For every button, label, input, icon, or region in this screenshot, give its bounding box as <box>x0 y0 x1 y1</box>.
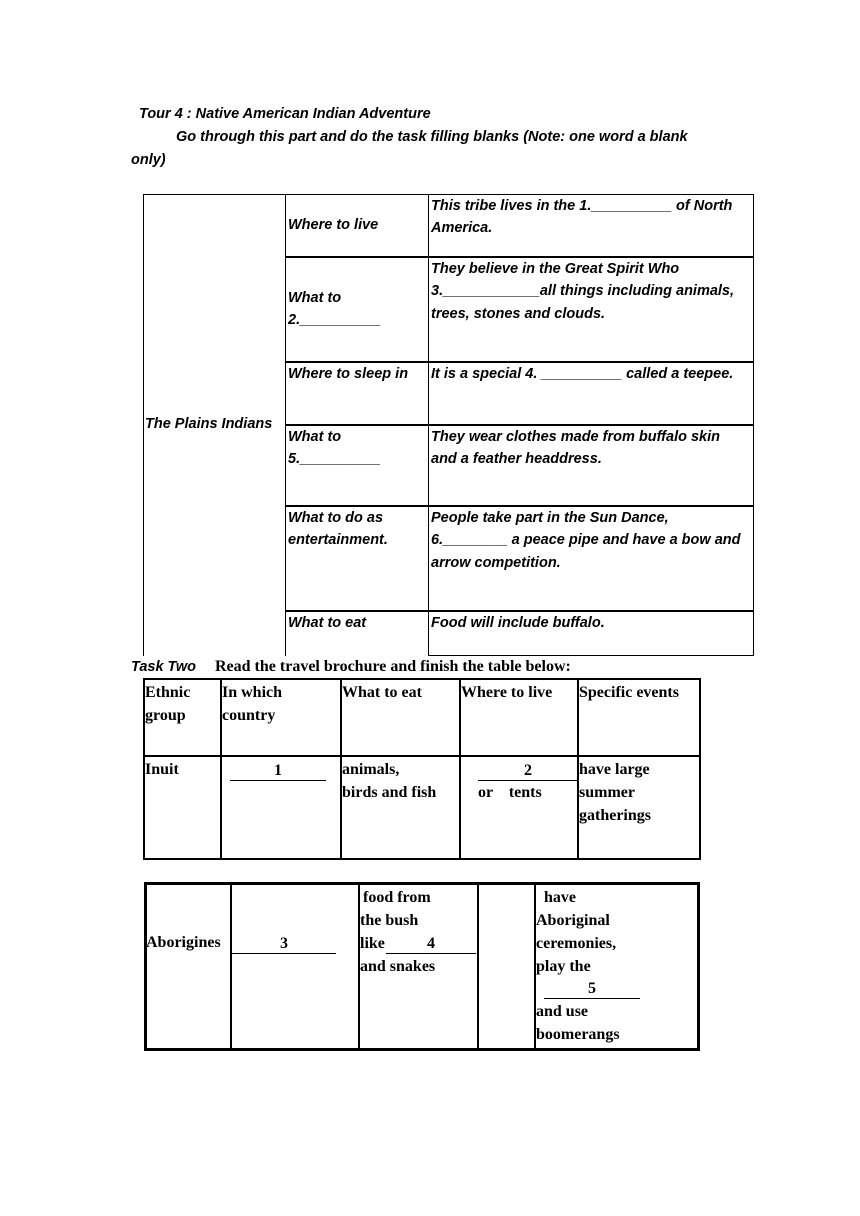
aborigines-table <box>144 882 700 1051</box>
aborigines-food: and snakes <box>360 958 436 975</box>
question-blank-5: 5.__________ <box>288 451 381 467</box>
answer-line: and a feather headdress. <box>431 451 602 467</box>
question-where-to-live: Where to live <box>288 217 379 233</box>
question-what-to-wear: What to <box>288 429 342 445</box>
aborigines-events: Aboriginal <box>536 912 610 929</box>
plains-indians-table <box>143 194 754 656</box>
instruction-line-2: only) <box>131 152 166 168</box>
instruction-line-1: Go through this part and do the task filling blanks (Note: one word a blank <box>176 129 688 145</box>
question-entertainment: What to do as <box>288 510 384 526</box>
inuit-food: animals, <box>342 761 400 778</box>
question-where-to-sleep: Where to sleep in <box>288 366 409 382</box>
group-inuit: Inuit <box>145 761 179 778</box>
answer-line: Food will include buffalo. <box>431 615 605 631</box>
answer-line: arrow competition. <box>431 555 561 571</box>
inuit-events: gatherings <box>579 807 651 824</box>
answer-line: trees, stones and clouds. <box>431 306 606 322</box>
aborigines-events: boomerangs <box>536 1026 620 1043</box>
answer-line: People take part in the Sun Dance, <box>431 510 669 526</box>
blank-4: 4 <box>386 935 476 954</box>
answer-line: This tribe lives in the 1.__________ of North <box>431 198 733 214</box>
question-blank-2: 2.__________ <box>288 312 381 328</box>
aborigines-events: ceremonies, <box>536 935 617 952</box>
header-ethnic-group: group <box>145 707 186 724</box>
aborigines-events: and use <box>536 1003 589 1020</box>
header-what-to-eat: What to eat <box>342 684 422 701</box>
question-what-to-believe: What to <box>288 290 342 306</box>
answer-line: It is a special 4. __________ called a teepee. <box>431 366 734 382</box>
inuit-where-tail: or tents <box>478 784 542 801</box>
answer-line: They wear clothes made from buffalo skin <box>431 429 721 445</box>
answer-line: 3.____________all things including animals, <box>431 283 735 299</box>
group-aborigines: Aborigines <box>146 934 221 951</box>
aborigines-events: play the <box>536 958 591 975</box>
inuit-food: birds and fish <box>342 784 437 801</box>
question-what-to-eat: What to eat <box>288 615 367 631</box>
header-country: country <box>222 707 276 724</box>
aborigines-food: food from <box>363 889 431 906</box>
inuit-events: have large <box>579 761 650 778</box>
question-entertainment: entertainment. <box>288 532 388 548</box>
answer-line: America. <box>431 220 493 236</box>
aborigines-events: have <box>544 889 576 906</box>
tour-title: Tour 4 : Native American Indian Adventure <box>139 106 431 122</box>
header-country: In which <box>222 684 283 701</box>
group-label-plains-indians: The Plains Indians <box>145 416 273 432</box>
inuit-events: summer <box>579 784 635 801</box>
task-two-instruction: Read the travel brochure and finish the table below: <box>215 658 571 675</box>
header-specific-events: Specific events <box>579 684 679 701</box>
blank-3: 3 <box>232 935 336 954</box>
answer-line: They believe in the Great Spirit Who <box>431 261 680 277</box>
task-two-label: Task Two <box>131 659 196 675</box>
aborigines-food: the bush <box>360 912 419 929</box>
inuit-table <box>143 678 701 860</box>
aborigines-food-like: like <box>360 935 385 952</box>
blank-5: 5 <box>544 980 640 999</box>
header-where-to-live: Where to live <box>461 684 553 701</box>
header-ethnic-group: Ethnic <box>145 684 191 701</box>
answer-line: 6.________ a peace pipe and have a bow and <box>431 532 741 548</box>
blank-2: 2 <box>478 762 578 781</box>
blank-1: 1 <box>230 762 326 781</box>
